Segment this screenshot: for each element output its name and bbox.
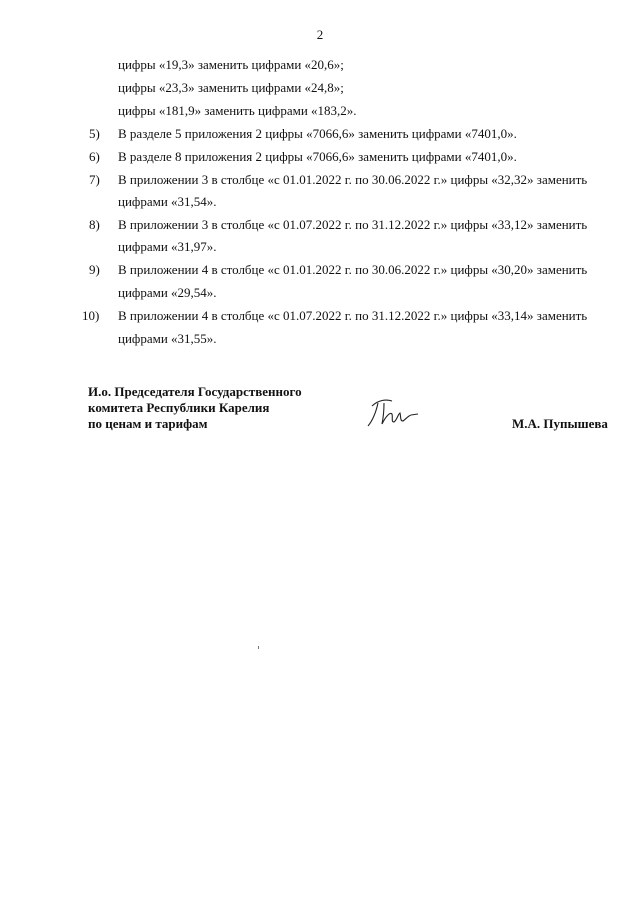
item-number: 8)	[89, 217, 100, 232]
item-text: цифрами «29,54».	[118, 285, 217, 300]
signatory-title	[88, 384, 302, 432]
item-text: В разделе 5 приложения 2 цифры «7066,6» заменить цифрами «7401,0».	[118, 126, 517, 141]
continuation-line: цифры «19,3» заменить цифрами «20,6»;	[118, 57, 344, 72]
signatory-title-line: по ценам и тарифам	[88, 416, 208, 431]
continuation-line: цифры «181,9» заменить цифрами «183,2».	[118, 103, 357, 118]
item-text: цифрами «31,97».	[118, 239, 217, 254]
signatory-title-line: комитета Республики Карелия	[88, 400, 270, 415]
item-text: В разделе 8 приложения 2 цифры «7066,6» заменить цифрами «7401,0».	[118, 149, 517, 164]
item-text: цифрами «31,54».	[118, 194, 217, 209]
page-number: 2	[316, 27, 324, 42]
item-text: В приложении 4 в столбце «с 01.01.2022 г. по 30.06.2022 г.» цифры «30,20» заменить	[118, 262, 588, 277]
item-text: цифрами «31,55».	[118, 331, 217, 346]
scan-speck	[258, 646, 259, 649]
item-number: 7)	[89, 172, 100, 187]
item-number: 9)	[89, 262, 100, 277]
item-number: 5)	[89, 126, 100, 141]
signatory-name: М.А. Пупышева	[512, 416, 608, 431]
item-number: 10)	[82, 308, 100, 323]
item-number: 6)	[89, 149, 100, 164]
item-text: В приложении 3 в столбце «с 01.07.2022 г. по 31.12.2022 г.» цифры «33,12» заменить	[118, 217, 588, 232]
handwritten-signature	[364, 394, 424, 434]
signatory-title-line: И.о. Председателя Государственного	[88, 384, 302, 399]
item-text: В приложении 4 в столбце «с 01.07.2022 г. по 31.12.2022 г.» цифры «33,14» заменить	[118, 308, 588, 323]
item-text: В приложении 3 в столбце «с 01.01.2022 г. по 30.06.2022 г.» цифры «32,32» заменить	[118, 172, 588, 187]
continuation-line: цифры «23,3» заменить цифрами «24,8»;	[118, 80, 344, 95]
